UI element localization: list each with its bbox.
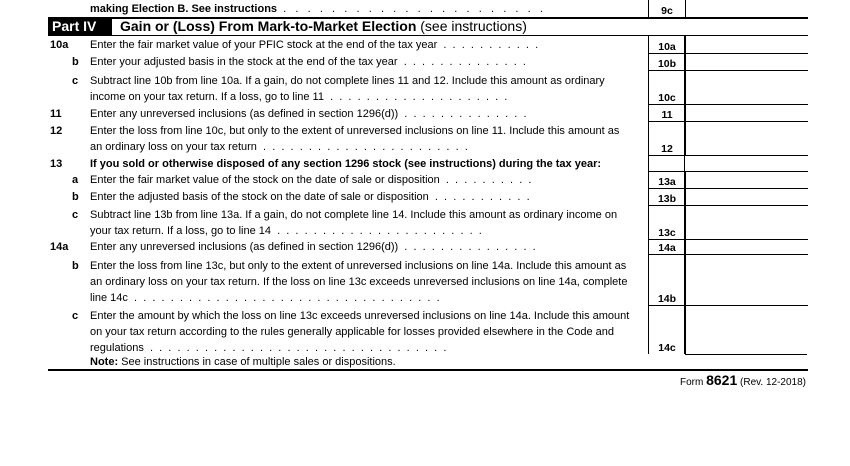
line-letter: c	[72, 310, 79, 322]
line-13c-text-1: Subtract line 13b from line 13a. If a gain, do not complete line 14. Include this amount as ordinary income on	[90, 209, 618, 221]
box-10b-label: 10b	[657, 58, 677, 70]
line-14b-text-3: line 14c . . . . . . . . . . . . . . . . . . . . . . . . . . . . . . . . . .	[90, 292, 440, 304]
line-14c-label: regulations	[90, 342, 144, 354]
line-letter: a	[72, 174, 79, 186]
box-13a	[648, 171, 686, 188]
amount-field-14a[interactable]	[685, 239, 807, 255]
line-14b-text-1: Enter the loss from line 13c, but only to the extent of unreversed inclusions on line 14a. Include this amount as	[90, 260, 627, 272]
form-footer	[680, 372, 806, 388]
line-letter: b	[72, 260, 79, 272]
box-10c-label: 10c	[658, 92, 676, 104]
line-10c-label: income on your tax return. If a loss, go to line 11	[90, 91, 324, 103]
amount-field-14c[interactable]	[685, 305, 807, 355]
box-11	[648, 104, 686, 121]
box-13a-label: 13a	[658, 176, 676, 188]
footer-prefix: Form	[679, 377, 704, 388]
line-14c-text-3: regulations . . . . . . . . . . . . . . . . . . . . . . . . . . . . . . . . .	[90, 342, 447, 354]
line-letter: c	[72, 209, 79, 221]
line-12-label: an ordinary loss on your tax return	[90, 141, 257, 153]
line-number: 13	[50, 158, 63, 170]
box-13c	[648, 205, 686, 239]
line-letter: b	[72, 191, 79, 203]
part-iv-title-main: Gain or (Loss) From Mark-to-Market Election	[120, 18, 417, 34]
note	[90, 355, 396, 369]
line-10b-text: Enter your adjusted basis in the stock at the end of the tax year . . . . . . . . . . . . . .	[90, 56, 526, 68]
part-iv-title-note: (see instructions)	[420, 18, 527, 34]
box-10c	[648, 70, 686, 104]
box-12	[648, 121, 686, 155]
line-12-text-1: Enter the loss from line 10c, but only to the extent of unreversed inclusions on line 11. Include this amount as	[90, 125, 620, 137]
line-14b-label: line 14c	[90, 292, 128, 304]
amount-field-13c[interactable]	[685, 205, 807, 240]
line-14c-text-2: on your tax return according to the rules generally applicable for losses provided elsewhere in the Code and	[90, 326, 615, 338]
form-number: 8621	[706, 372, 738, 388]
amount-field-9c[interactable]	[685, 0, 807, 18]
form-revision: (Rev. 12-2018)	[740, 377, 806, 388]
amount-field-12[interactable]	[685, 121, 807, 156]
line-13-text: If you sold or otherwise disposed of any section 1296 stock (see instructions) during the tax year:	[90, 158, 602, 170]
box-14c	[648, 305, 686, 354]
box-14c-label: 14c	[658, 342, 676, 354]
box-11-label: 11	[661, 109, 673, 121]
box-14b-label: 14b	[657, 293, 677, 305]
box-10b	[648, 53, 686, 70]
box-10a-label: 10a	[658, 41, 676, 53]
line-10c-text-2: income on your tax return. If a loss, go to line 11 . . . . . . . . . . . . . . . . . . . .	[90, 91, 508, 103]
line-10a-label: Enter the fair market value of your PFIC stock at the end of the tax year	[90, 39, 438, 51]
line-12-text-2: an ordinary loss on your tax return . . . . . . . . . . . . . . . . . . . . . . .	[90, 141, 468, 153]
box-14a	[648, 239, 686, 254]
line-13b-text: Enter the adjusted basis of the stock on the date of sale or disposition . . . . . . . . . . .	[90, 191, 530, 203]
box-9c-label: 9c	[661, 5, 673, 17]
line-14b-text-2: an ordinary loss on your tax return. If the loss on line 13c exceeds unreversed inclusions on line 14a, complete	[90, 276, 628, 288]
line-14a-text: Enter any unreversed inclusions (as defined in section 1296(d)) . . . . . . . . . . . . . . .	[90, 241, 536, 253]
amount-field-11[interactable]	[685, 104, 807, 122]
rule-12	[648, 155, 808, 156]
box-10a	[648, 36, 686, 53]
amount-field-10a[interactable]	[685, 36, 807, 54]
note-text: See instructions in case of multiple sales or dispositions.	[121, 356, 396, 368]
box-13b-label: 13b	[657, 193, 677, 205]
line-10a-text: Enter the fair market value of your PFIC stock at the end of the tax year . . . . . . . . . . .	[90, 39, 539, 51]
box-13b	[648, 188, 686, 205]
amount-field-13b[interactable]	[685, 188, 807, 206]
box-14a-label: 14a	[658, 242, 676, 254]
line-14a-label: Enter any unreversed inclusions (as defined in section 1296(d))	[90, 241, 399, 253]
amount-field-10c[interactable]	[685, 70, 807, 105]
line-number: 11	[50, 108, 62, 120]
line-14c-text-1: Enter the amount by which the loss on line 13c exceeds unreversed inclusions on line 14a. Include this amount	[90, 310, 630, 322]
box-13c-label: 13c	[658, 227, 676, 239]
amount-field-10b[interactable]	[685, 53, 807, 71]
line-number: 12	[50, 125, 63, 137]
amount-field-14b[interactable]	[685, 254, 807, 306]
line-letter: b	[72, 56, 79, 68]
line-9c-label: making Election B. See instructions	[90, 3, 278, 15]
part-iv-label: Part IV	[48, 18, 112, 35]
box-9c	[648, 0, 686, 17]
form-bottom-rule	[48, 369, 808, 371]
line-number: 10a	[50, 39, 69, 51]
line-13a-text: Enter the fair market value of the stock on the date of sale or disposition . . . . . . . . . .	[90, 174, 532, 186]
box-14b	[648, 254, 686, 305]
note-label: Note:	[90, 356, 119, 368]
line-11-label: Enter any unreversed inclusions (as defined in section 1296(d))	[90, 108, 399, 120]
line-13a-label: Enter the fair market value of the stock on the date of sale or disposition	[90, 174, 440, 186]
line-number: 14a	[50, 241, 69, 253]
line-9c-text: making Election B. See instructions . . . . . . . . . . . . . . . . . . . . . .	[90, 3, 543, 15]
part-iv-title	[120, 18, 527, 35]
line-10c-text-1: Subtract line 10b from line 10a. If a gain, do not complete lines 11 and 12. Include this amount as ordinary	[90, 75, 605, 87]
line-13b-label: Enter the adjusted basis of the stock on the date of sale or disposition	[90, 191, 429, 203]
line-13c-text-2: your tax return. If a loss, go to line 14 . . . . . . . . . . . . . . . . . . . . . . .	[90, 225, 482, 237]
line-13c-label: your tax return. If a loss, go to line 14	[90, 225, 271, 237]
line-letter: c	[72, 75, 79, 87]
box-12-label: 12	[661, 143, 673, 155]
line-10b-label: Enter your adjusted basis in the stock at the end of the tax year	[90, 56, 398, 68]
amount-field-13a[interactable]	[685, 171, 807, 189]
line-11-text: Enter any unreversed inclusions (as defined in section 1296(d)) . . . . . . . . . . . . . .	[90, 108, 527, 120]
